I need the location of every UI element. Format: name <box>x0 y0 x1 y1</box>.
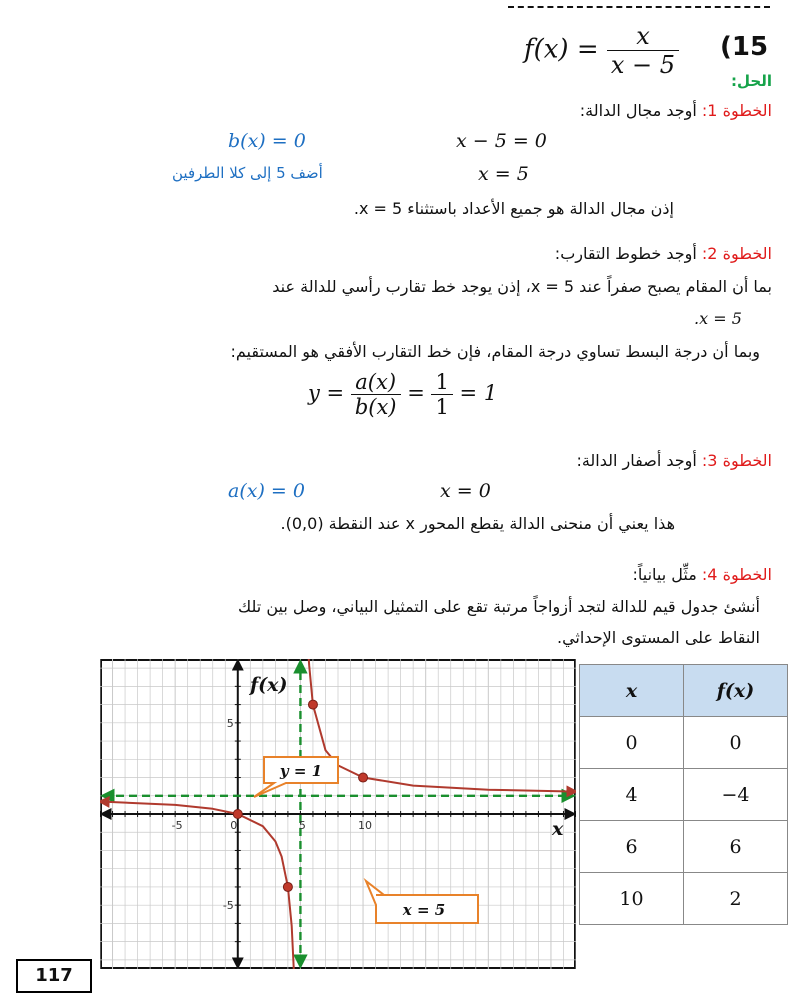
y-tick-label: -5 <box>222 899 234 913</box>
step4-title: مثِّل بيانياً: <box>632 565 697 584</box>
problem-function <box>524 22 679 79</box>
step3-title: أوجد أصفار الدالة: <box>576 451 697 470</box>
step1-conclusion: إذن مجال الدالة هو جميع الأعداد باستثناء 5 = x. <box>353 199 674 218</box>
formula-num-a: a(x) <box>355 370 397 394</box>
step3-heading <box>576 451 772 470</box>
step3-eq-right: x = 0 <box>440 480 491 502</box>
table-cell-fx: 2 <box>684 873 788 925</box>
step2-label: الخطوة 2: <box>701 244 772 263</box>
step4-heading <box>633 565 773 584</box>
formula-den-1: 1 <box>431 394 452 419</box>
step2-line1b: .x = 5 <box>694 309 742 328</box>
data-point <box>359 773 368 782</box>
x-tick-label: 5 <box>298 819 306 832</box>
table-row <box>580 769 788 821</box>
x-tick-label: -5 <box>171 819 183 832</box>
formula-num-1: 1 <box>435 370 449 394</box>
table-cell-x: 0 <box>580 717 684 769</box>
step2-line1: بما أن المقام يصبح صفراً عند 5 = x، إذن يوجد خط تقارب رأسي للدالة عند <box>272 277 772 296</box>
table-cell-x: 10 <box>580 873 684 925</box>
step1-eq-right2: x = 5 <box>478 163 529 185</box>
table-cell-x: 6 <box>580 821 684 873</box>
step3-conclusion: هذا يعني أن منحنى الدالة يقطع المحور x عند النقطة (0,0). <box>280 514 675 533</box>
table-row <box>580 821 788 873</box>
data-point <box>308 700 317 709</box>
formula-y: y = <box>308 381 345 405</box>
function-lhs: f(x) = <box>524 34 599 65</box>
step3-label: الخطوة 3: <box>701 451 772 470</box>
step2-heading <box>555 244 772 263</box>
step1-eq-right1: x − 5 = 0 <box>456 130 547 152</box>
table-row <box>580 873 788 925</box>
formula-den-b: b(x) <box>351 394 401 419</box>
step1-note: أضف 5 إلى كلا الطرفين <box>172 164 323 182</box>
table-cell-fx: 0 <box>684 717 788 769</box>
step4-line2: النقاط على المستوى الإحداثي. <box>557 628 760 647</box>
function-numerator: x <box>636 22 650 50</box>
step1-label: الخطوة 1: <box>701 101 772 120</box>
callout-y1-text: y = 1 <box>279 762 323 780</box>
step2-formula: y = $\frac{a(x)}{b(x)}$ = $\frac{1}{1}$ = 1 <box>308 370 498 419</box>
table-header-x: x <box>580 665 684 717</box>
x-axis-label: x <box>552 818 564 840</box>
table-cell-fx: 6 <box>684 821 788 873</box>
y-axis-label: f(x) <box>250 674 288 696</box>
function-denominator: x − 5 <box>607 50 679 79</box>
step1-title: أوجد مجال الدالة: <box>579 101 697 120</box>
top-divider <box>508 6 770 8</box>
step2-line2: وبما أن درجة البسط تساوي درجة المقام، فإن خط التقارب الأفقي هو المستقيم: <box>230 342 760 361</box>
step4-label: الخطوة 4: <box>701 565 772 584</box>
callout-x5-text: x = 5 <box>402 901 446 919</box>
page-number: 117 <box>16 959 92 993</box>
x-tick-label: 0 <box>230 819 238 832</box>
solution-label: الحل: <box>731 72 772 90</box>
step1-eq-left: b(x) = 0 <box>228 130 306 152</box>
y-tick-label: 5 <box>226 716 234 730</box>
step1-heading <box>580 101 772 120</box>
step3-eq-left: a(x) = 0 <box>228 480 305 502</box>
function-graph <box>100 659 576 969</box>
table-header-row <box>580 665 788 717</box>
x-tick-label: 10 <box>358 819 373 832</box>
table-cell-fx: −4 <box>684 769 788 821</box>
step4-line1: أنشئ جدول قيم للدالة لتجد أزواجاً مرتبة تقع على التمثيل البياني، وصل بين تلك <box>238 597 760 616</box>
table-cell-x: 4 <box>580 769 684 821</box>
data-point <box>233 810 242 819</box>
table-header-fx: f(x) <box>684 665 788 717</box>
problem-number: (15 <box>720 32 769 62</box>
data-point <box>283 882 292 891</box>
table-row <box>580 717 788 769</box>
values-table <box>579 664 788 925</box>
formula-end: = 1 <box>459 381 498 405</box>
step2-title: أوجد خطوط التقارب: <box>554 244 697 263</box>
